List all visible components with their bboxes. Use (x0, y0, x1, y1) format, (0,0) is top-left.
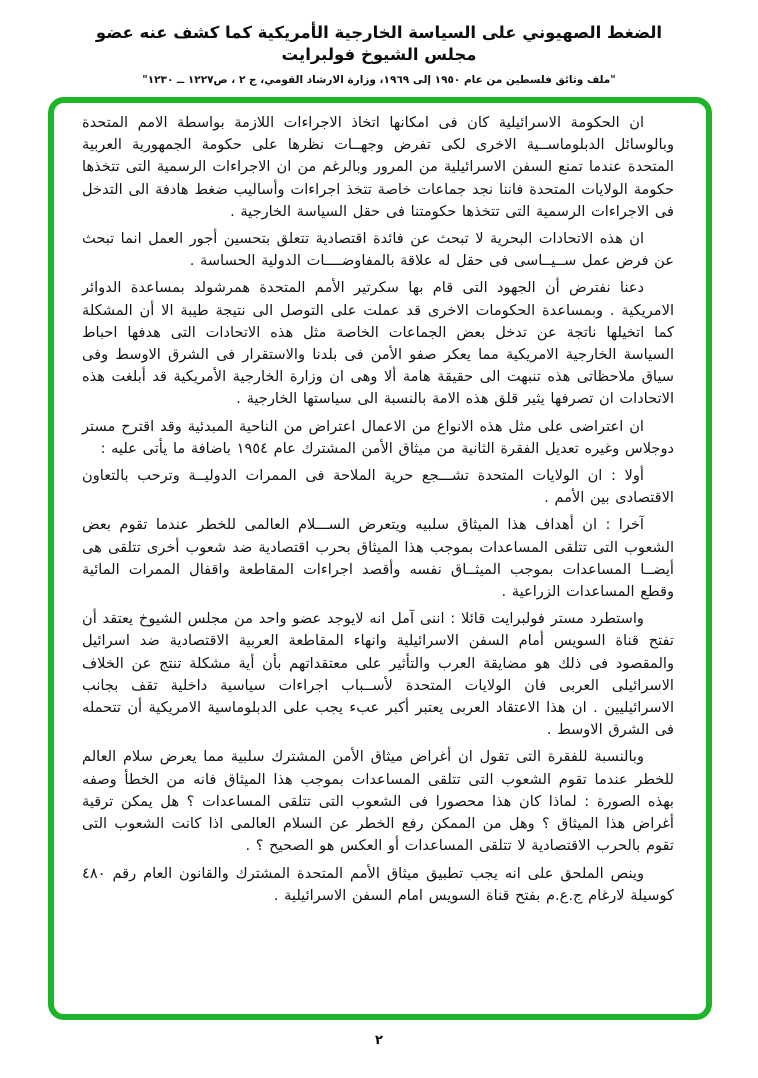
source-citation: "ملف وثائق فلسطين من عام ١٩٥٠ إلى ١٩٦٩، وزارة الارشاد القومي، ج ٢ ، ص١٢٢٧ ــ ١٢٣٠" (142, 74, 616, 86)
document-header (0, 22, 758, 86)
body-paragraph: ان الحكومة الاسرائيلية كان فى امكانها اتخاذ الاجراءات اللازمة بواسطة الامم المتحدة وبالوسائل الدبلوماســية الاخرى لكى تفرض وجهــات نظرها على حكومة الجمهورية العربية المتحدة عندما تمنع السفن الاسرائيلية من المرور وبالرغم من ان الاجراءات الرسمية التى تتخذها حكومة الولايات المتحدة فاننا نجد جماعات خاصة تتخذ اجراءات وأساليب ضغط هادفة الى التدخل فى الاجراءات الرسمية التى تتخذها حكومتنا فى حقل السياسة الخارجية . (82, 114, 674, 220)
page-title: الضغط الصهيوني على السياسة الخارجية الأمريكية كما كشف عنه عضو مجلس الشيوخ فولبرايت (95, 23, 663, 64)
body-paragraph: وينص الملحق على انه يجب تطبيق ميثاق الأمم المتحدة المشترك والقانون العام رقم ٤٨٠ كوسيلة لارغام ج.ع.م بفتح قناة السويس امام السفن الاسرائيلية . (82, 864, 674, 904)
body-paragraph: وبالنسبة للفقرة التى تقول ان أغراض ميثاق الأمن المشترك سلبية مما يعرض سلام العالم للخطر عندما تقوم الشعوب التى تتلقى المساعدات بموجب هذا الميثاق فانه من الخطأ وصفه بهذه الصورة : لماذا كان هذا محصورا فى الشعوب التى تتلقى المساعدات ؟ هل يمكن ترقية أغراض هذا الميثاق ؟ وهل من الممكن رفع الخطر عن السلام العالمى اذا كانت الشعوب التى تقوم بالحرب الاقتصادية لا تتلقى المساعدات أو العكس هو الصحيح ؟ . (82, 748, 674, 855)
body-paragraph: واستطرد مستر فولبرايت قائلا : اننى آمل انه لايوجد عضو واحد من مجلس الشيوخ يعتقد أن تفتح قناة السويس أمام السفن الاسرائيلية وانهاء المقاطعة العربية الاقتصادية ضد اسرائيل والمقصود فى ذلك هو مضايقة العرب والتأثير على معتقداتهم بأن أية مشكلة تنتج عن الخلاف الاسرائيلى العربى فان الولايات المتحدة لأســباب اجراءات سياسية داخلية تقف بجانب الاسرائيليين . ان هذا الاعتقاد العربى يعتبر أكبر عبء يجب على الدبلوماسية الامريكية أن تتحمله فى الشرق الاوسط . (82, 610, 674, 739)
page-number: ٢ (375, 1033, 383, 1048)
body-paragraph: آخرا : ان أهداف هذا الميثاق سلبيه ويتعرض الســـلام العالمى للخطر عندما تقوم بعض الشعوب التى تتلقى المساعدات بموجب هذا الميثاق بحرب اقتصادية ضد شعوب أخرى تتلقى هى أيضــا المساعدات بموجب الميثــاق نفسه وأقصد اجراءات المقاطعة واقفال الممرات المائية وقطع المساعدات الزراعية . (82, 516, 674, 601)
body-paragraph: أولا : ان الولايات المتحدة تشـــجع حرية الملاحة فى الممرات الدوليــة وترحب بالتعاون الاقتصادى بين الأمم . (82, 467, 674, 507)
body-paragraph: دعنا نفترض أن الجهود التى قام بها سكرتير الأمم المتحدة همرشولد بمساعدة الدوائر الامريكية . وبمساعدة الحكومات الاخرى قد عملت على التوصل الى نتيجة طيبة الا أن المشكلة كما اتخيلها ناتجة عن تدخل بعض الجماعات الخاصة مثل هذه الاتحادات التى هدفها احباط السياسة الخارجية الامريكية مما يعكر صفو الأمن فى بلدنا والاستقرار فى الشرق الاوسط وفى سياق ملاحظاتى هذه تنبهت الى حقيقة هامة ألا وهى ان وزارة الخارجية الأمريكية قد أبلغت هذه الاتحادات ان تصرفها يثير قلق هذه الامة بالنسبة الى سياستها الخارجية . (82, 279, 674, 408)
green-annotation-frame (48, 97, 712, 1020)
body-paragraph: ان اعتراضى على مثل هذه الانواع من الاعمال اعتراض من الناحية المبدئية وقد اقترح مستر دوجلاس وغيره تعديل الفقرة الثانية من ميثاق الأمن المشترك عام ١٩٥٤ باضافة ما يأتى عليه : (82, 417, 674, 457)
body-paragraph: ان هذه الاتحادات البحرية لا تبحث عن فائدة اقتصادية تتعلق بتحسين أجور العمل انما تبحث عن فرض عمل ســيــاسى فى حقل له علاقة بالمفاوضــــات الدولية الحساسة . (82, 230, 674, 270)
